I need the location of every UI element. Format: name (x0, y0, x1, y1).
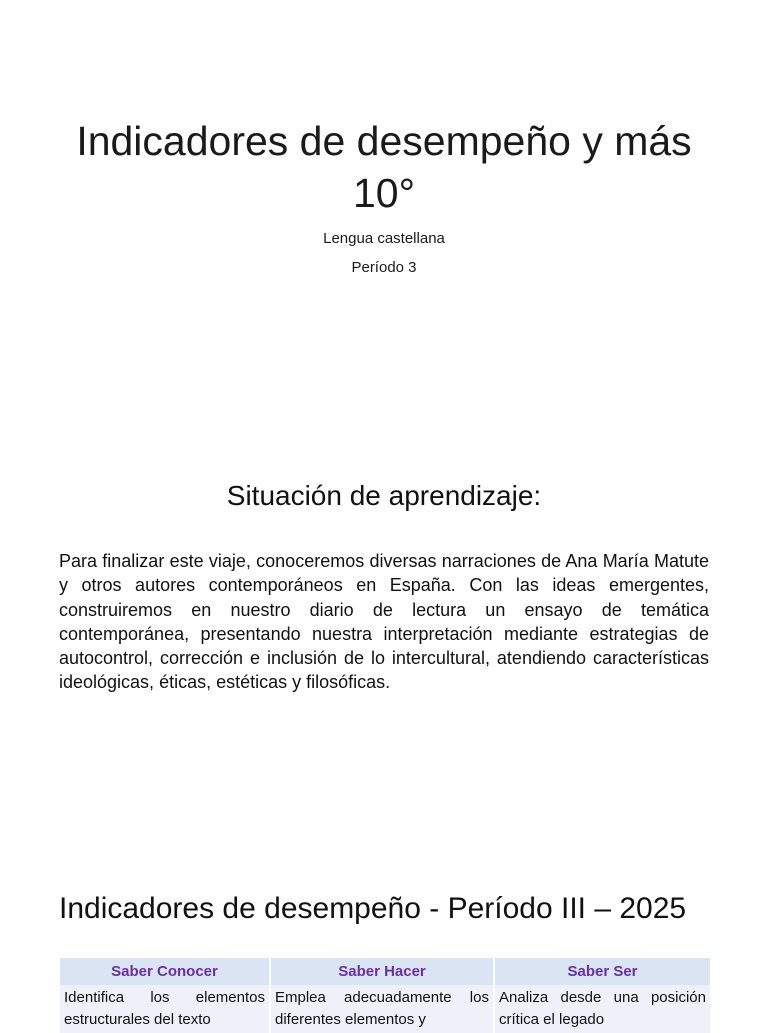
performance-indicators-table (60, 958, 710, 1033)
slide1-title: Indicadores de desempeño y más 10° (76, 118, 692, 216)
slide1-period: Período 3 (351, 259, 417, 276)
header-saber-ser: Saber Ser (494, 958, 710, 985)
slide2-body-text: Para finalizar este viaje, conoceremos diversas narraciones de Ana María Matute y otros autores contemporáneos en España. Con las ideas emergentes, construiremos en nuestro diario de lectura un ensayo de temática contemporánea, presentando nuestra interpretación mediante estrategias de autocontrol, corrección e inclusión de lo intercultural, atendiendo características ideológicas, éticas, estéticas y filosóficas. (59, 551, 709, 693)
cell-saber-ser: Analiza desde una posición crítica el legado (494, 985, 710, 1033)
header-saber-conocer: Saber Conocer (60, 958, 270, 985)
cell-saber-conocer: Identifica los elementos estructurales del texto (60, 985, 270, 1033)
slide2-title: Situación de aprendizaje: (226, 480, 542, 511)
table-row (60, 985, 710, 1033)
header-saber-hacer: Saber Hacer (270, 958, 494, 985)
table-header-row (60, 958, 710, 985)
cell-saber-hacer: Emplea adecuadamente los diferentes elementos y (270, 985, 494, 1033)
slide3-title: Indicadores de desempeño - Período III – 2025 (59, 892, 687, 925)
slide1-subject: Lengua castellana (323, 230, 445, 247)
